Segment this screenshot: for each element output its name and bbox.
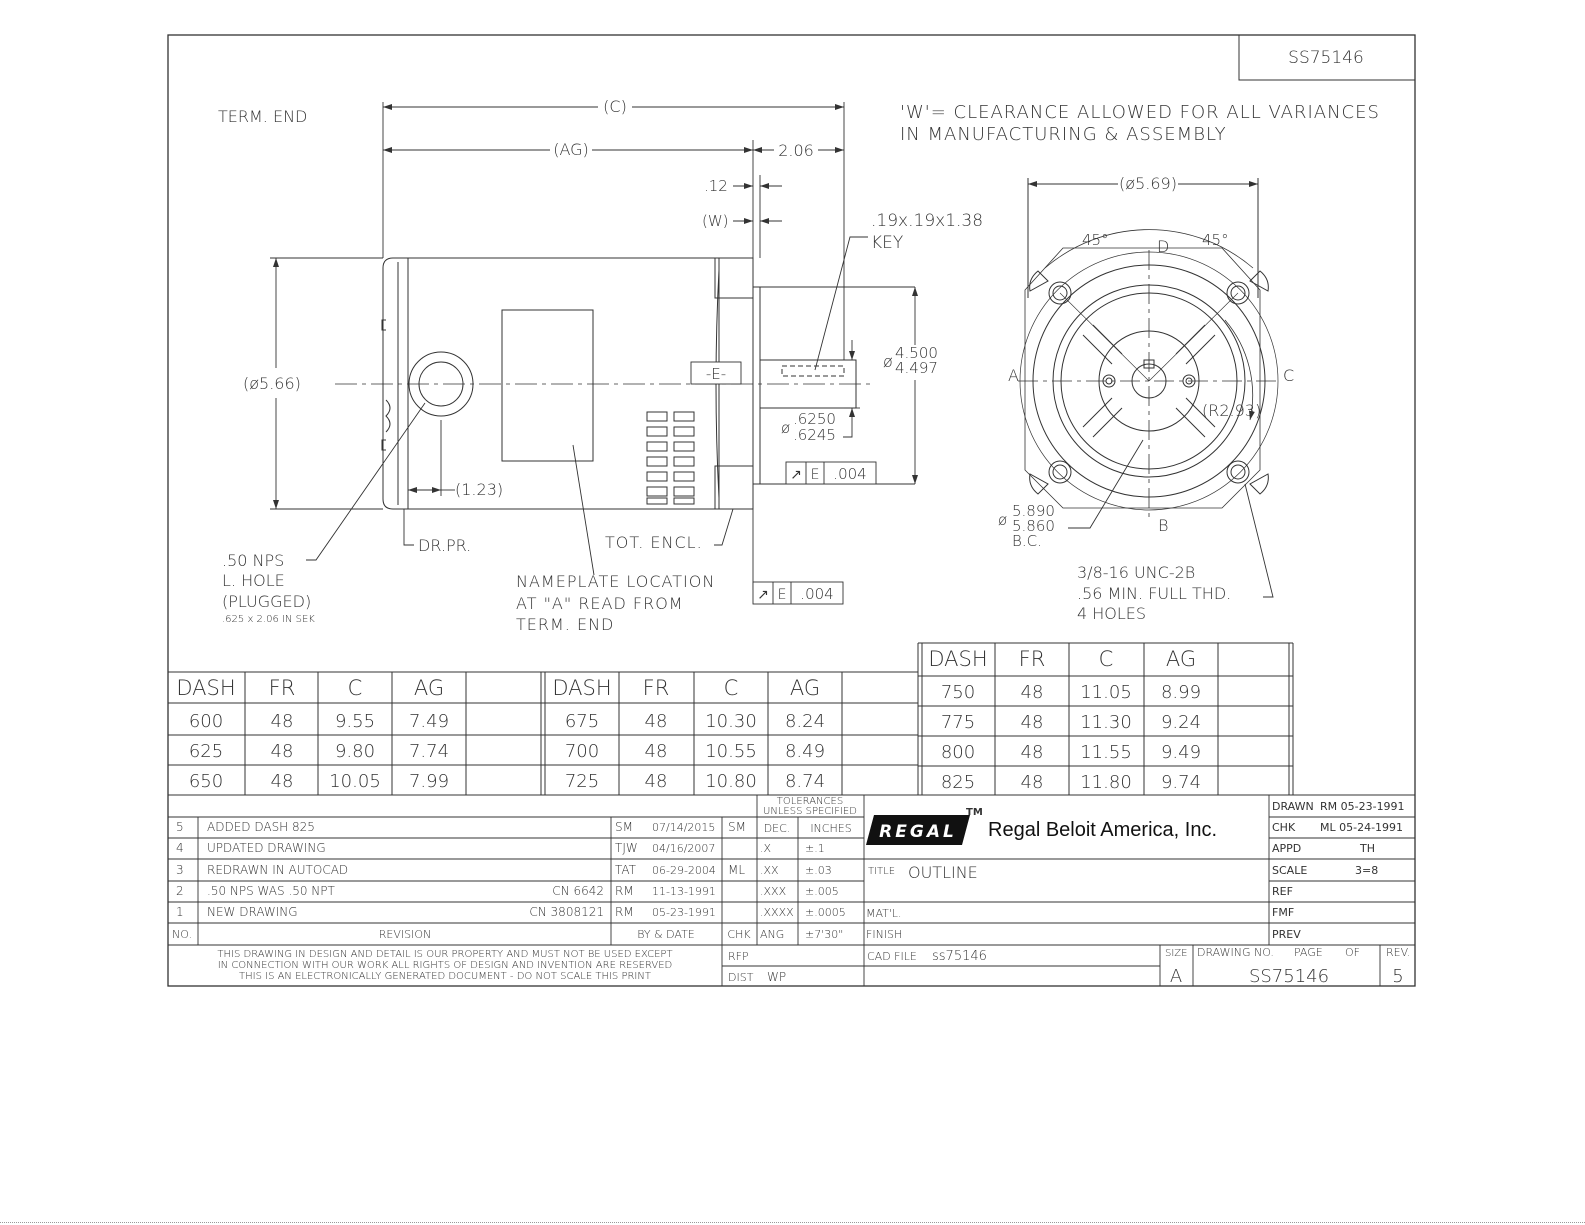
side-view-labels [222,97,983,634]
revision-date: 04/16/2007 [652,842,716,855]
drawing-no-label: DRAWING NO. [1197,946,1274,959]
revision-no: 3 [176,863,184,877]
logo-tm: TM [966,807,983,818]
dash-table-cell: 775 [940,712,976,733]
nps-line-3: (PLUGGED) [222,592,312,611]
nps-line-1: .50 NPS [222,551,285,570]
tolerance-inches: ±7'30" [805,928,844,941]
dash-table-cell: 48 [270,741,294,762]
tolerance-dec: .XX [760,864,779,877]
of-label: OF [1345,946,1360,959]
revision-headers [172,928,751,941]
dim-w: (W) [702,212,729,230]
dash-table-cell: 625 [188,741,224,762]
holes-line-2: .56 MIN. FULL THD. [1077,584,1232,603]
front-view [1018,178,1280,520]
tolerance-dec: .XXXX [760,906,794,919]
tol-col-dec: DEC. [763,822,791,835]
revision-rows [176,820,746,919]
dia-566: (ø5.66) [243,374,301,393]
shaft-key [782,366,844,376]
dash-table-cell: 48 [644,771,668,792]
nameplate-note-2: AT "A" READ FROM [516,594,684,613]
dia-569: (ø5.69) [1119,174,1177,193]
nameplate [502,310,593,461]
dim-123: (1.23) [455,480,504,499]
key-spec: .19x.19x1.38 [871,211,984,231]
motor-body [383,258,719,509]
tot-encl-label: TOT. ENCL. [605,533,703,552]
revision-desc: UPDATED DRAWING [207,841,326,855]
tolerance-dec: ANG [760,928,785,941]
chk-value: ML 05-24-1991 [1320,821,1404,834]
dash-table-cell: 10.05 [329,771,381,792]
fmf-label: FMF [1272,906,1295,919]
dist-label: DIST [728,971,754,984]
dash-table-header: DASH [176,676,236,700]
dash-table-cell: 48 [644,711,668,732]
page-bottom-rule [0,1222,1585,1223]
dash-table-cell: 48 [270,711,294,732]
nameplate-note-1: NAMEPLATE LOCATION [516,572,716,591]
scale-value: 3=8 [1355,864,1379,877]
revision-chk: ML [728,863,746,877]
dash-table-cell: 9.24 [1160,712,1202,733]
revision-chk: SM [728,820,746,834]
label-b: B [1158,516,1169,535]
dash-table-cell: 48 [1020,712,1044,733]
rev-hdr-chk: CHK [727,928,751,941]
legal-notice [217,949,672,982]
revision-by: SM [615,820,633,834]
tolerance-inches: ±.0005 [805,906,846,919]
dash-table-cell: 48 [1020,682,1044,703]
drawing-number-top: SS75146 [1288,48,1364,68]
revision-by: TJW [615,841,638,855]
tol-col-inches: INCHES [810,822,852,835]
revision-cn: CN 6642 [552,884,604,898]
size-value: A [1169,966,1183,987]
prev-label: PREV [1272,928,1301,941]
dash-table-cell: 48 [644,741,668,762]
runout-value-1: .004 [833,465,867,483]
runout-datum-2: E [777,587,787,603]
nameplate-note-3: TERM. END [516,615,615,634]
runout-value-2: .004 [800,585,834,603]
clearance-note-2: IN MANUFACTURING & ASSEMBLY [900,124,1227,145]
revision-desc: .50 NPS WAS .50 NPT [207,884,335,898]
dash-table-cell: 48 [1020,772,1044,793]
rfp-label: RFP [728,950,749,963]
revision-no: 1 [176,905,184,919]
dash-table-cell: 8.99 [1160,682,1202,703]
dim-206: 2.06 [778,141,814,160]
sheet-border [168,35,1415,986]
dash-table-cell: 9.80 [334,741,376,762]
rev-hdr-revision: REVISION [378,928,432,941]
dash-table-header: DASH [552,676,612,700]
revision-no: 2 [176,884,184,898]
runout-datum-1: E [810,467,820,483]
legal-line-2: IN CONNECTION WITH OUR WORK ALL RIGHTS OF DESIGN AND INVENTION ARE RESERVED [217,960,673,971]
revision-desc: REDRAWN IN AUTOCAD [207,863,349,877]
title-value: OUTLINE [908,863,978,882]
bc-5860: 5.860 [1012,517,1055,535]
dia-4500: 4.500 [895,344,938,362]
dash-table-cell: 825 [940,772,976,793]
vent-slots [647,412,694,504]
rev-hdr-no: NO. [172,928,192,941]
dash-table-cell: 725 [564,771,600,792]
rev-label: REV. [1386,946,1411,959]
size-label: SIZE [1165,948,1188,959]
runout-frame-1 [786,462,876,484]
nps-line-4: .625 x 2.06 IN SEK [222,614,315,625]
page-label: PAGE [1294,946,1323,959]
dr-pr-label: DR.PR. [418,536,472,555]
revision-cn: CN 3808121 [529,905,604,919]
dash-table-cell: 11.80 [1080,772,1132,793]
dash-tables-text [176,647,1201,793]
revision-desc: ADDED DASH 825 [207,820,315,834]
cad-file-label: CAD FILE [867,950,917,963]
tol-header-1: TOLERANCES [776,796,844,807]
revision-by: TAT [615,863,637,877]
dash-table-cell: 675 [564,711,600,732]
dash-table-cell: 8.49 [784,741,826,762]
tolerance-rows [760,842,846,941]
dia-6250: .6250 [793,410,836,428]
dash-table-cell: 8.74 [784,771,826,792]
bc-label: B.C. [1012,532,1042,550]
appd-label: APPD [1272,842,1302,855]
runout-sym-1: ↗ [790,467,802,483]
dim-ag: (AG) [553,140,589,159]
angle-right: 45° [1202,231,1229,249]
company-name: Regal Beloit America, Inc. [988,819,1217,841]
revision-no: 5 [176,820,184,834]
dash-table-header: FR [642,676,670,700]
clearance-note-1: 'W'= CLEARANCE ALLOWED FOR ALL VARIANCES [900,102,1380,123]
dash-table-header: C [347,676,363,700]
revision-by: RM [615,884,634,898]
dash-table-cell: 48 [1020,742,1044,763]
revision-date: 11-13-1991 [652,885,716,898]
finish-label: FINISH [866,928,903,941]
dash-table-header: AG [789,676,821,700]
title-label: TITLE [868,866,896,877]
dia-6250-sym: ø [781,419,791,437]
term-end-label: TERM. END [218,107,308,126]
dash-table-header: AG [413,676,445,700]
dia-4500-sym: ø [883,352,893,371]
dash-table-cell: 750 [940,682,976,703]
dim-012: .12 [704,177,728,195]
radius-dim: (R2.93) [1202,401,1262,420]
dash-table-cell: 9.49 [1160,742,1202,763]
label-d: D [1157,237,1170,256]
drawn-label: DRAWN [1272,800,1314,813]
dist-value: WP [767,970,787,984]
dash-table-header: FR [1018,647,1046,671]
runout-sym-2: ↗ [757,587,769,603]
dash-table-cell: 8.24 [784,711,826,732]
matl-label: MAT'L. [866,907,902,920]
drawing-number-bottom: SS75146 [1248,966,1330,987]
tolerances [763,796,857,835]
approvals [1272,800,1405,941]
dash-table-header: C [1098,647,1114,671]
tolerance-inches: ±.03 [805,864,832,877]
scale-label: SCALE [1272,864,1308,877]
bc-sym: ø [998,511,1008,529]
drawn-value: RM 05-23-1991 [1320,800,1405,813]
cad-file-value: ss75146 [932,949,987,964]
nps-line-2: L. HOLE [222,571,285,590]
rev-hdr-bydate: BY & DATE [637,928,695,941]
revision-date: 07/14/2015 [652,821,716,834]
label-a: A [1008,366,1019,385]
tol-header-2: UNLESS SPECIFIED [763,806,857,817]
key-label: KEY [871,233,904,253]
tolerance-dec: .XXX [760,885,787,898]
dash-table-cell: 7.99 [408,771,450,792]
dash-table-header: DASH [928,647,988,671]
dia-6245: .6245 [793,426,836,444]
revision-by: RM [615,905,634,919]
rev-value: 5 [1392,966,1404,987]
dash-table-cell: 9.55 [334,711,376,732]
legal-line-1: THIS DRAWING IN DESIGN AND DETAIL IS OUR PROPERTY AND MUST NOT BE USED EXCEPT [217,949,673,960]
dash-table-header: C [723,676,739,700]
tolerance-inches: ±.1 [805,842,825,855]
dash-table-cell: 650 [188,771,224,792]
dash-table-cell: 10.55 [705,741,757,762]
dash-table-cell: 7.74 [408,741,450,762]
revision-desc: NEW DRAWING [207,905,298,919]
dash-table-cell: 11.05 [1080,682,1132,703]
dash-table-cell: 700 [564,741,600,762]
front-view-labels [998,174,1294,623]
dash-table-cell: 11.30 [1080,712,1132,733]
revision-date: 05-23-1991 [652,906,716,919]
angle-left: 45° [1082,231,1109,249]
bc-5890: 5.890 [1012,502,1055,520]
tolerance-dec: .X [760,842,772,855]
runout-frame-2 [753,582,843,604]
dash-table-cell: 10.80 [705,771,757,792]
holes-line-3: 4 HOLES [1077,604,1147,623]
legal-line-3: THIS IS AN ELECTRONICALLY GENERATED DOCUMENT - DO NOT SCALE THIS PRINT [239,971,651,982]
label-c: C [1283,366,1295,385]
ref-label: REF [1272,885,1293,898]
dash-table-cell: 9.74 [1160,772,1202,793]
dia-4497: 4.497 [895,359,938,377]
tolerance-inches: ±.005 [805,885,839,898]
dash-table-cell: 600 [188,711,224,732]
dash-table-cell: 7.49 [408,711,450,732]
holes-line-1: 3/8-16 UNC-2B [1077,563,1196,582]
dim-c: (C) [603,97,627,116]
drawing-number-box [1239,35,1415,80]
dash-table-cell: 11.55 [1080,742,1132,763]
dash-table-cell: 10.30 [705,711,757,732]
dash-table-cell: 800 [940,742,976,763]
revision-date: 06-29-2004 [652,864,716,877]
dash-table-header: FR [268,676,296,700]
dash-table-header: AG [1165,647,1197,671]
chk-label: CHK [1272,821,1296,834]
dash-table-cell: 48 [270,771,294,792]
datum-e: -E- [705,365,727,383]
appd-value: TH [1360,842,1375,855]
revision-no: 4 [176,841,184,855]
logo-text: REGAL [879,822,957,842]
regal-logo [866,807,983,845]
